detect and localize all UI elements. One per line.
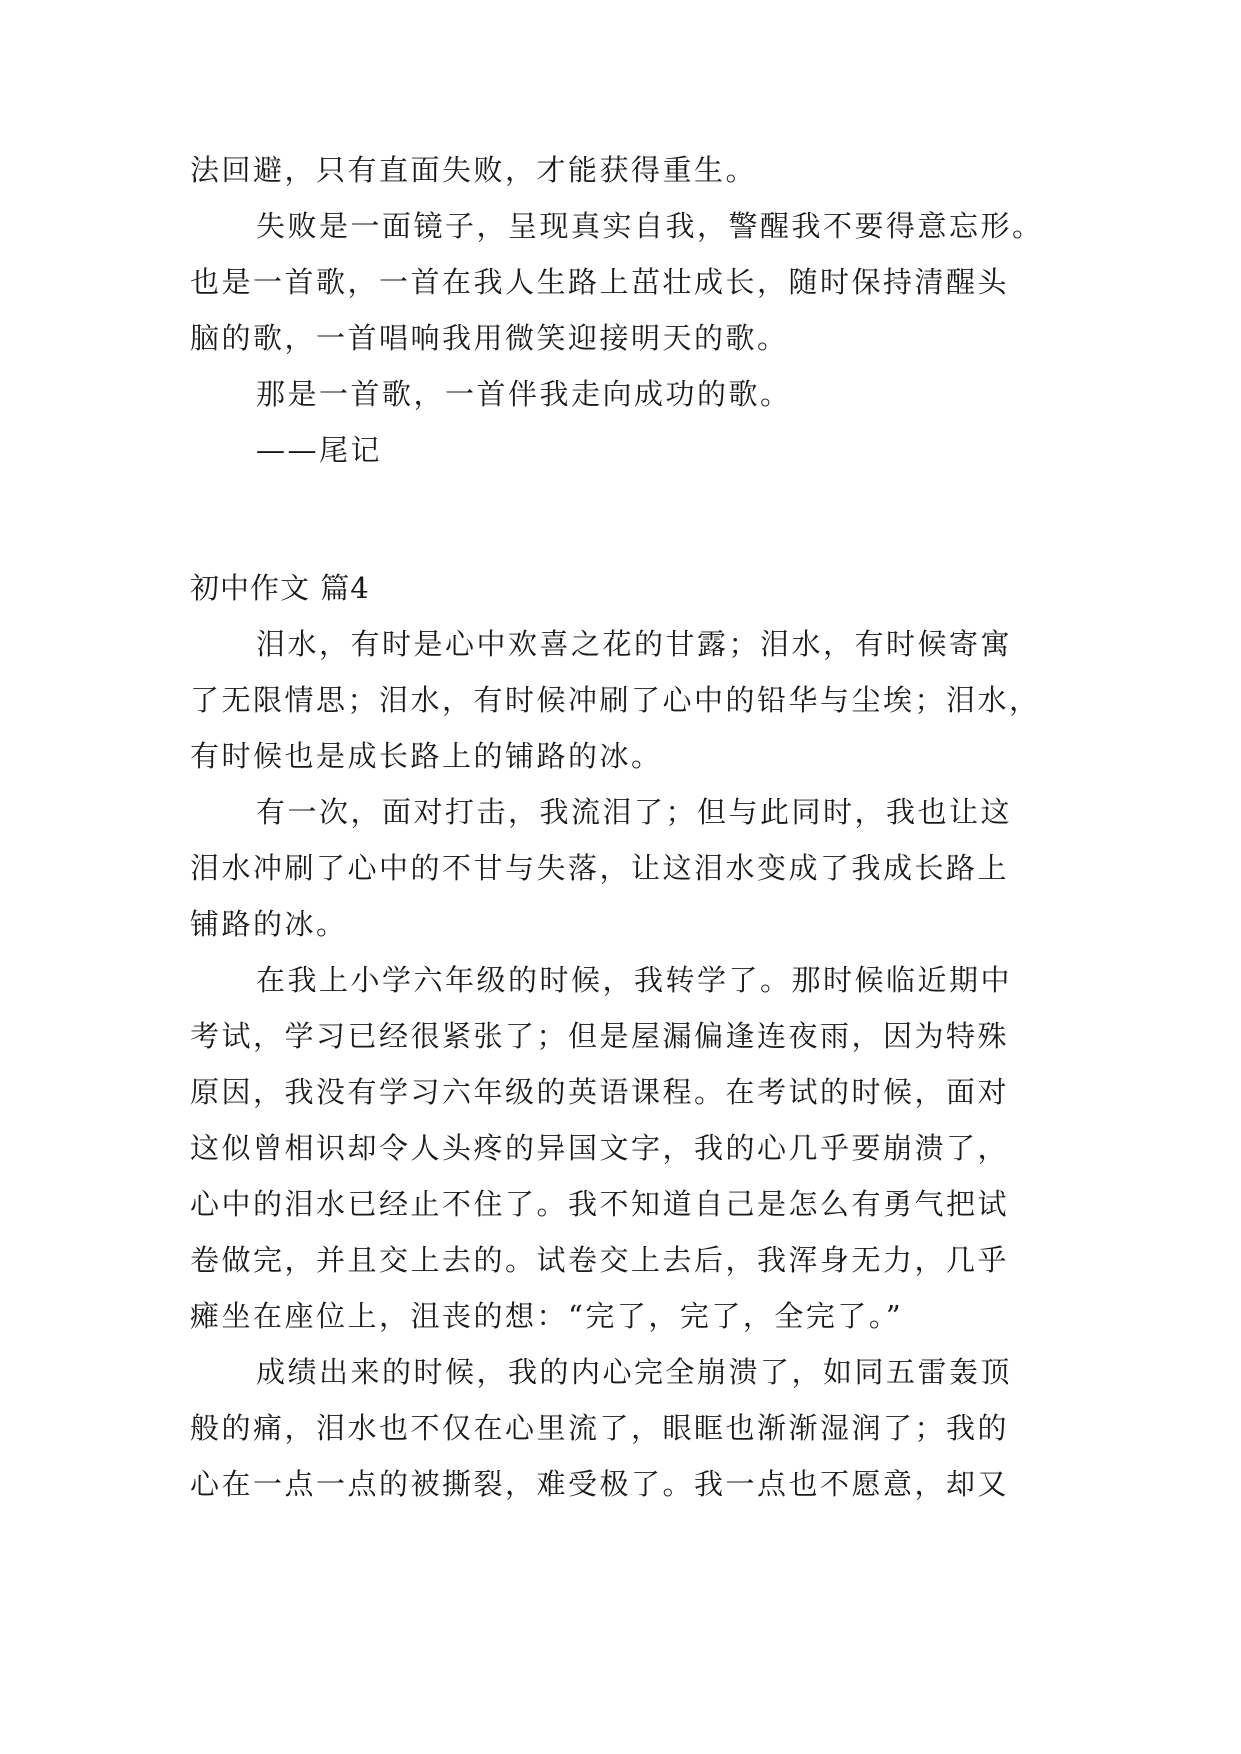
paragraph-start-line: 泪水，有时是心中欢喜之花的甘露；泪水，有时候寄寓 (256, 627, 1013, 661)
text-line: 原因，我没有学习六年级的英语课程。在考试的时候，面对 (190, 1075, 1010, 1109)
text-line: 考试，学习已经很紧张了；但是屋漏偏逢连夜雨，因为特殊 (190, 1019, 1010, 1053)
text-line: 卷做完，并且交上去的。试卷交上去后，我浑身无力，几乎 (190, 1243, 1010, 1277)
text-line: 瘫坐在座位上，沮丧的想：“完了，完了，全完了。” (190, 1299, 904, 1333)
text-line: 了无限情思；泪水，有时候冲刷了心中的铅华与尘埃；泪水， (190, 683, 1041, 717)
section-heading: 初中作文 篇4 (190, 571, 370, 605)
paragraph-start-line: 成绩出来的时候，我的内心完全崩溃了，如同五雷轰顶 (256, 1355, 1013, 1389)
text-line: 铺路的冰。 (190, 907, 348, 941)
signature-line: ——尾记 (256, 433, 383, 467)
text-line: 有时候也是成长路上的铺路的冰。 (190, 739, 663, 773)
paragraph-start-line: 那是一首歌，一首伴我走向成功的歌。 (256, 377, 792, 411)
text-line: 心中的泪水已经止不住了。我不知道自己是怎么有勇气把试 (190, 1187, 1010, 1221)
text-line: 心在一点一点的被撕裂，难受极了。我一点也不愿意，却又 (190, 1467, 1010, 1501)
text-line: 脑的歌，一首唱响我用微笑迎接明天的歌。 (190, 321, 789, 355)
text-line: 泪水冲刷了心中的不甘与失落，让这泪水变成了我成长路上 (190, 851, 1010, 885)
text-line: 般的痛，泪水也不仅在心里流了，眼眶也渐渐湿润了；我的 (190, 1411, 1010, 1445)
paragraph-start-line: 失败是一面镜子，呈现真实自我，警醒我不要得意忘形。 (256, 209, 1044, 243)
paragraph-start-line: 有一次，面对打击，我流泪了；但与此同时，我也让这 (256, 795, 1013, 829)
paragraph-start-line: 在我上小学六年级的时候，我转学了。那时候临近期中 (256, 963, 1013, 997)
text-line: 这似曾相识却令人头疼的异国文字，我的心几乎要崩溃了， (190, 1131, 1010, 1165)
text-line: 法回避，只有直面失败，才能获得重生。 (190, 153, 758, 187)
text-line: 也是一首歌，一首在我人生路上茁壮成长，随时保持清醒头 (190, 265, 1010, 299)
